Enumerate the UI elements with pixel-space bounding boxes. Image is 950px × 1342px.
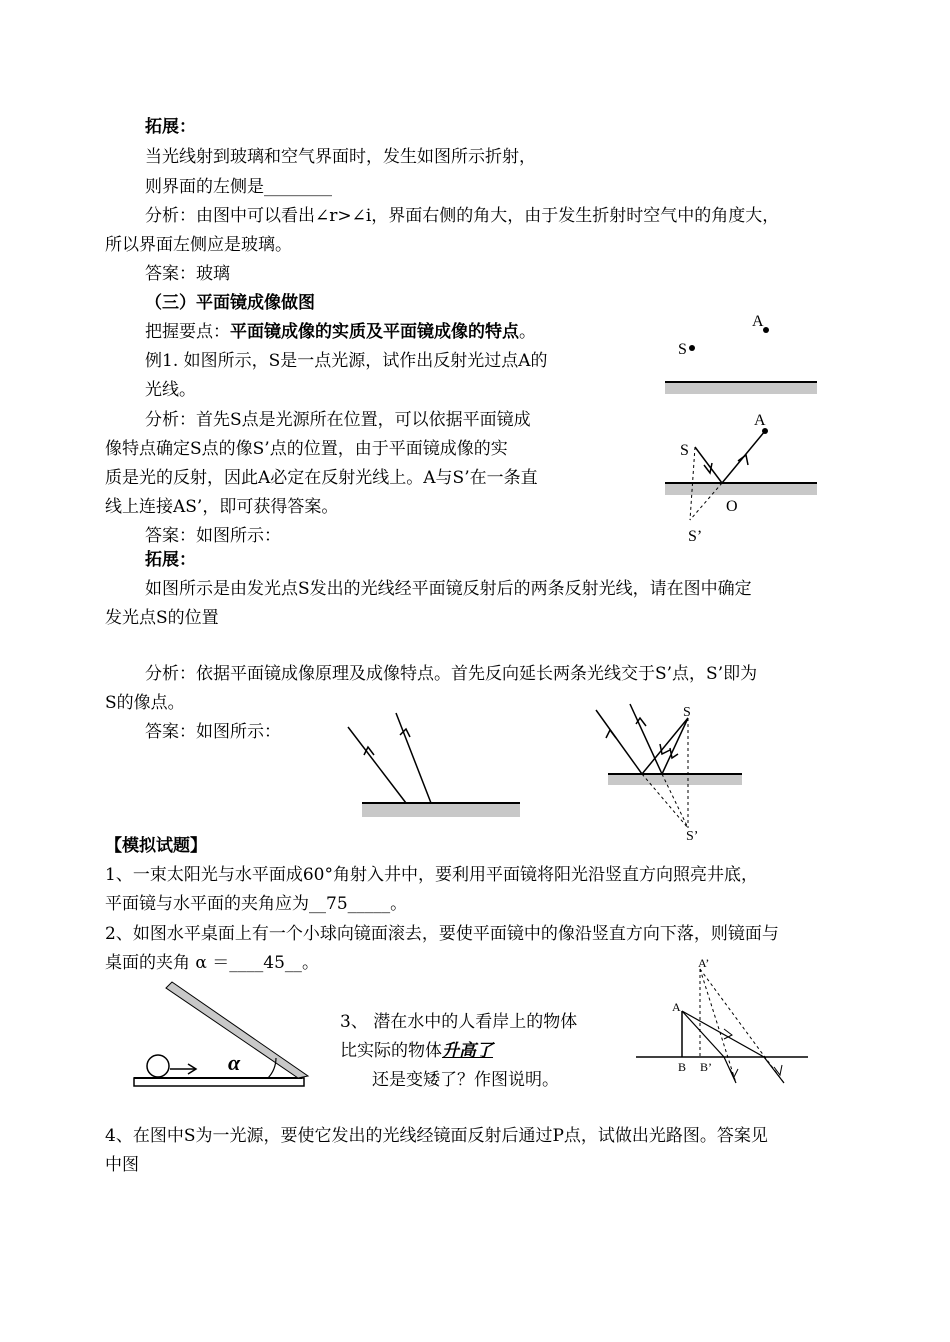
question-3-line: 3、 潜在水中的人看岸上的物体	[340, 1012, 578, 1032]
label-a-prime: A’	[698, 956, 710, 970]
mirror-surface	[362, 803, 520, 817]
question-text: 平面镜与水平面的夹角应为	[105, 894, 309, 914]
answer-line: 答案：玻璃	[145, 264, 230, 284]
example-line: 光线。	[145, 380, 196, 400]
mirror-surface	[665, 483, 817, 495]
two-rays-answer-figure	[590, 700, 750, 845]
extension-text-line: 当光线射到玻璃和空气界面时，发生如图所示折射，	[145, 147, 536, 167]
arrow-head	[738, 455, 748, 465]
question-4-line: 中图	[105, 1155, 139, 1175]
label-s: S	[683, 705, 691, 720]
label-s-prime: S’	[688, 528, 703, 545]
label-s: S	[680, 442, 689, 459]
question-suffix: 。	[390, 894, 408, 914]
arrow-head	[724, 1029, 732, 1039]
reflected-ray-1	[348, 727, 406, 803]
question-4-line: 4、在图中S为一光源，要使它发出的光线经镜面反射后通过P点，试做出光路图。答案见	[105, 1126, 768, 1146]
question-3-line: 还是变矮了？作图说明。	[372, 1070, 559, 1090]
question-1-line: 1、一束太阳光与水平面成60°角射入井中，要利用平面镜将阳光沿竖直方向照亮井底，	[105, 865, 758, 885]
key-point-label: 把握要点：	[145, 322, 230, 342]
analysis-line: 分析：依据平面镜成像原理及成像特点。首先反向延长两条光线交于S’点，S’即为	[145, 664, 758, 684]
ball-mirror-figure	[130, 980, 315, 1095]
analysis-line: 质是光的反射，因此A必定在反射光线上。A与S’在一条直	[105, 468, 538, 488]
ray-1-air	[682, 1011, 724, 1057]
question-text: 比实际的物体	[340, 1041, 442, 1061]
reflected-ray-2	[396, 713, 431, 803]
label-a: A	[672, 1000, 681, 1014]
arrow-head	[774, 1065, 782, 1075]
mock-test-heading: 【模拟试题】	[105, 836, 207, 856]
label-a: A	[752, 313, 764, 330]
key-point-suffix: 。	[519, 322, 536, 342]
reflected-ray-1	[596, 710, 642, 774]
analysis-line: 分析：由图中可以看出∠r>∠i，界面右侧的角大，由于发生折射时空气中的角度大，	[145, 206, 780, 226]
question-suffix: 。	[301, 953, 319, 973]
arrow-head	[606, 730, 616, 738]
angle-alpha: α	[228, 1050, 241, 1075]
mirror-figure-question	[660, 310, 830, 400]
analysis-line: 线上连接AS’，即可获得答案。	[105, 497, 339, 517]
point-a	[763, 327, 769, 333]
label-a: A	[754, 412, 766, 429]
question-3-answer-line	[340, 1041, 493, 1061]
ray-2-air	[682, 1011, 764, 1057]
section-heading: （三）平面镜成像做图	[145, 293, 315, 313]
point-s	[689, 345, 695, 351]
answer-blank: __75_____	[309, 894, 391, 914]
answer-blank: ____45__	[229, 953, 302, 973]
question-text: 桌面的夹角 α ＝	[105, 953, 230, 973]
question-2-answer-line	[105, 953, 319, 973]
incident-ray	[695, 447, 722, 483]
analysis-line: 所以界面左侧应是玻璃。	[105, 235, 292, 255]
label-b: B	[678, 1060, 687, 1074]
analysis-line: 像特点确定S点的像S’点的位置，由于平面镜成像的实	[105, 439, 508, 459]
analysis-line: S的像点。	[105, 693, 185, 713]
extension-heading-2: 拓展：	[145, 550, 196, 570]
extension-text-line: 发光点S的位置	[105, 608, 219, 628]
extension-2	[700, 969, 784, 1083]
answer-line: 答案：如图所示：	[145, 722, 281, 742]
mirror-figure-answer	[660, 405, 830, 550]
table	[134, 1078, 304, 1086]
analysis-line: 分析：首先S点是光源所在位置，可以依据平面镜成	[145, 410, 531, 430]
question-1-answer-line	[105, 894, 407, 914]
label-o: O	[726, 498, 738, 515]
ball	[147, 1055, 169, 1077]
label-b-prime: B’	[700, 1060, 712, 1074]
key-point-bold: 平面镜成像的实质及平面镜成像的特点	[230, 322, 519, 342]
mirror-surface	[608, 774, 742, 785]
mirror-surface	[665, 382, 817, 394]
answer-emphasis: 升高了	[442, 1041, 493, 1061]
label-s: S	[678, 341, 687, 358]
question-text: 则界面的左侧是	[145, 177, 264, 197]
question-2-line: 2、如图水平桌面上有一个小球向镜面滚去，要使平面镜中的像沿竖直方向下落，则镜面与	[105, 924, 779, 944]
example-line: 例1. 如图所示，S是一点光源，试作出反射光过点A的	[145, 351, 548, 371]
answer-blank: ________	[264, 177, 332, 197]
label-s-prime: S’	[686, 829, 699, 844]
key-point-line	[145, 322, 536, 342]
extension-text-line: 如图所示是由发光点S发出的光线经平面镜反射后的两条反射光线，请在图中确定	[145, 579, 752, 599]
refraction-figure	[632, 955, 812, 1085]
extension-heading-1: 拓展：	[145, 117, 196, 137]
extension-question-line	[145, 177, 332, 197]
answer-line: 答案：如图所示：	[145, 526, 281, 546]
two-rays-figure	[340, 705, 530, 820]
